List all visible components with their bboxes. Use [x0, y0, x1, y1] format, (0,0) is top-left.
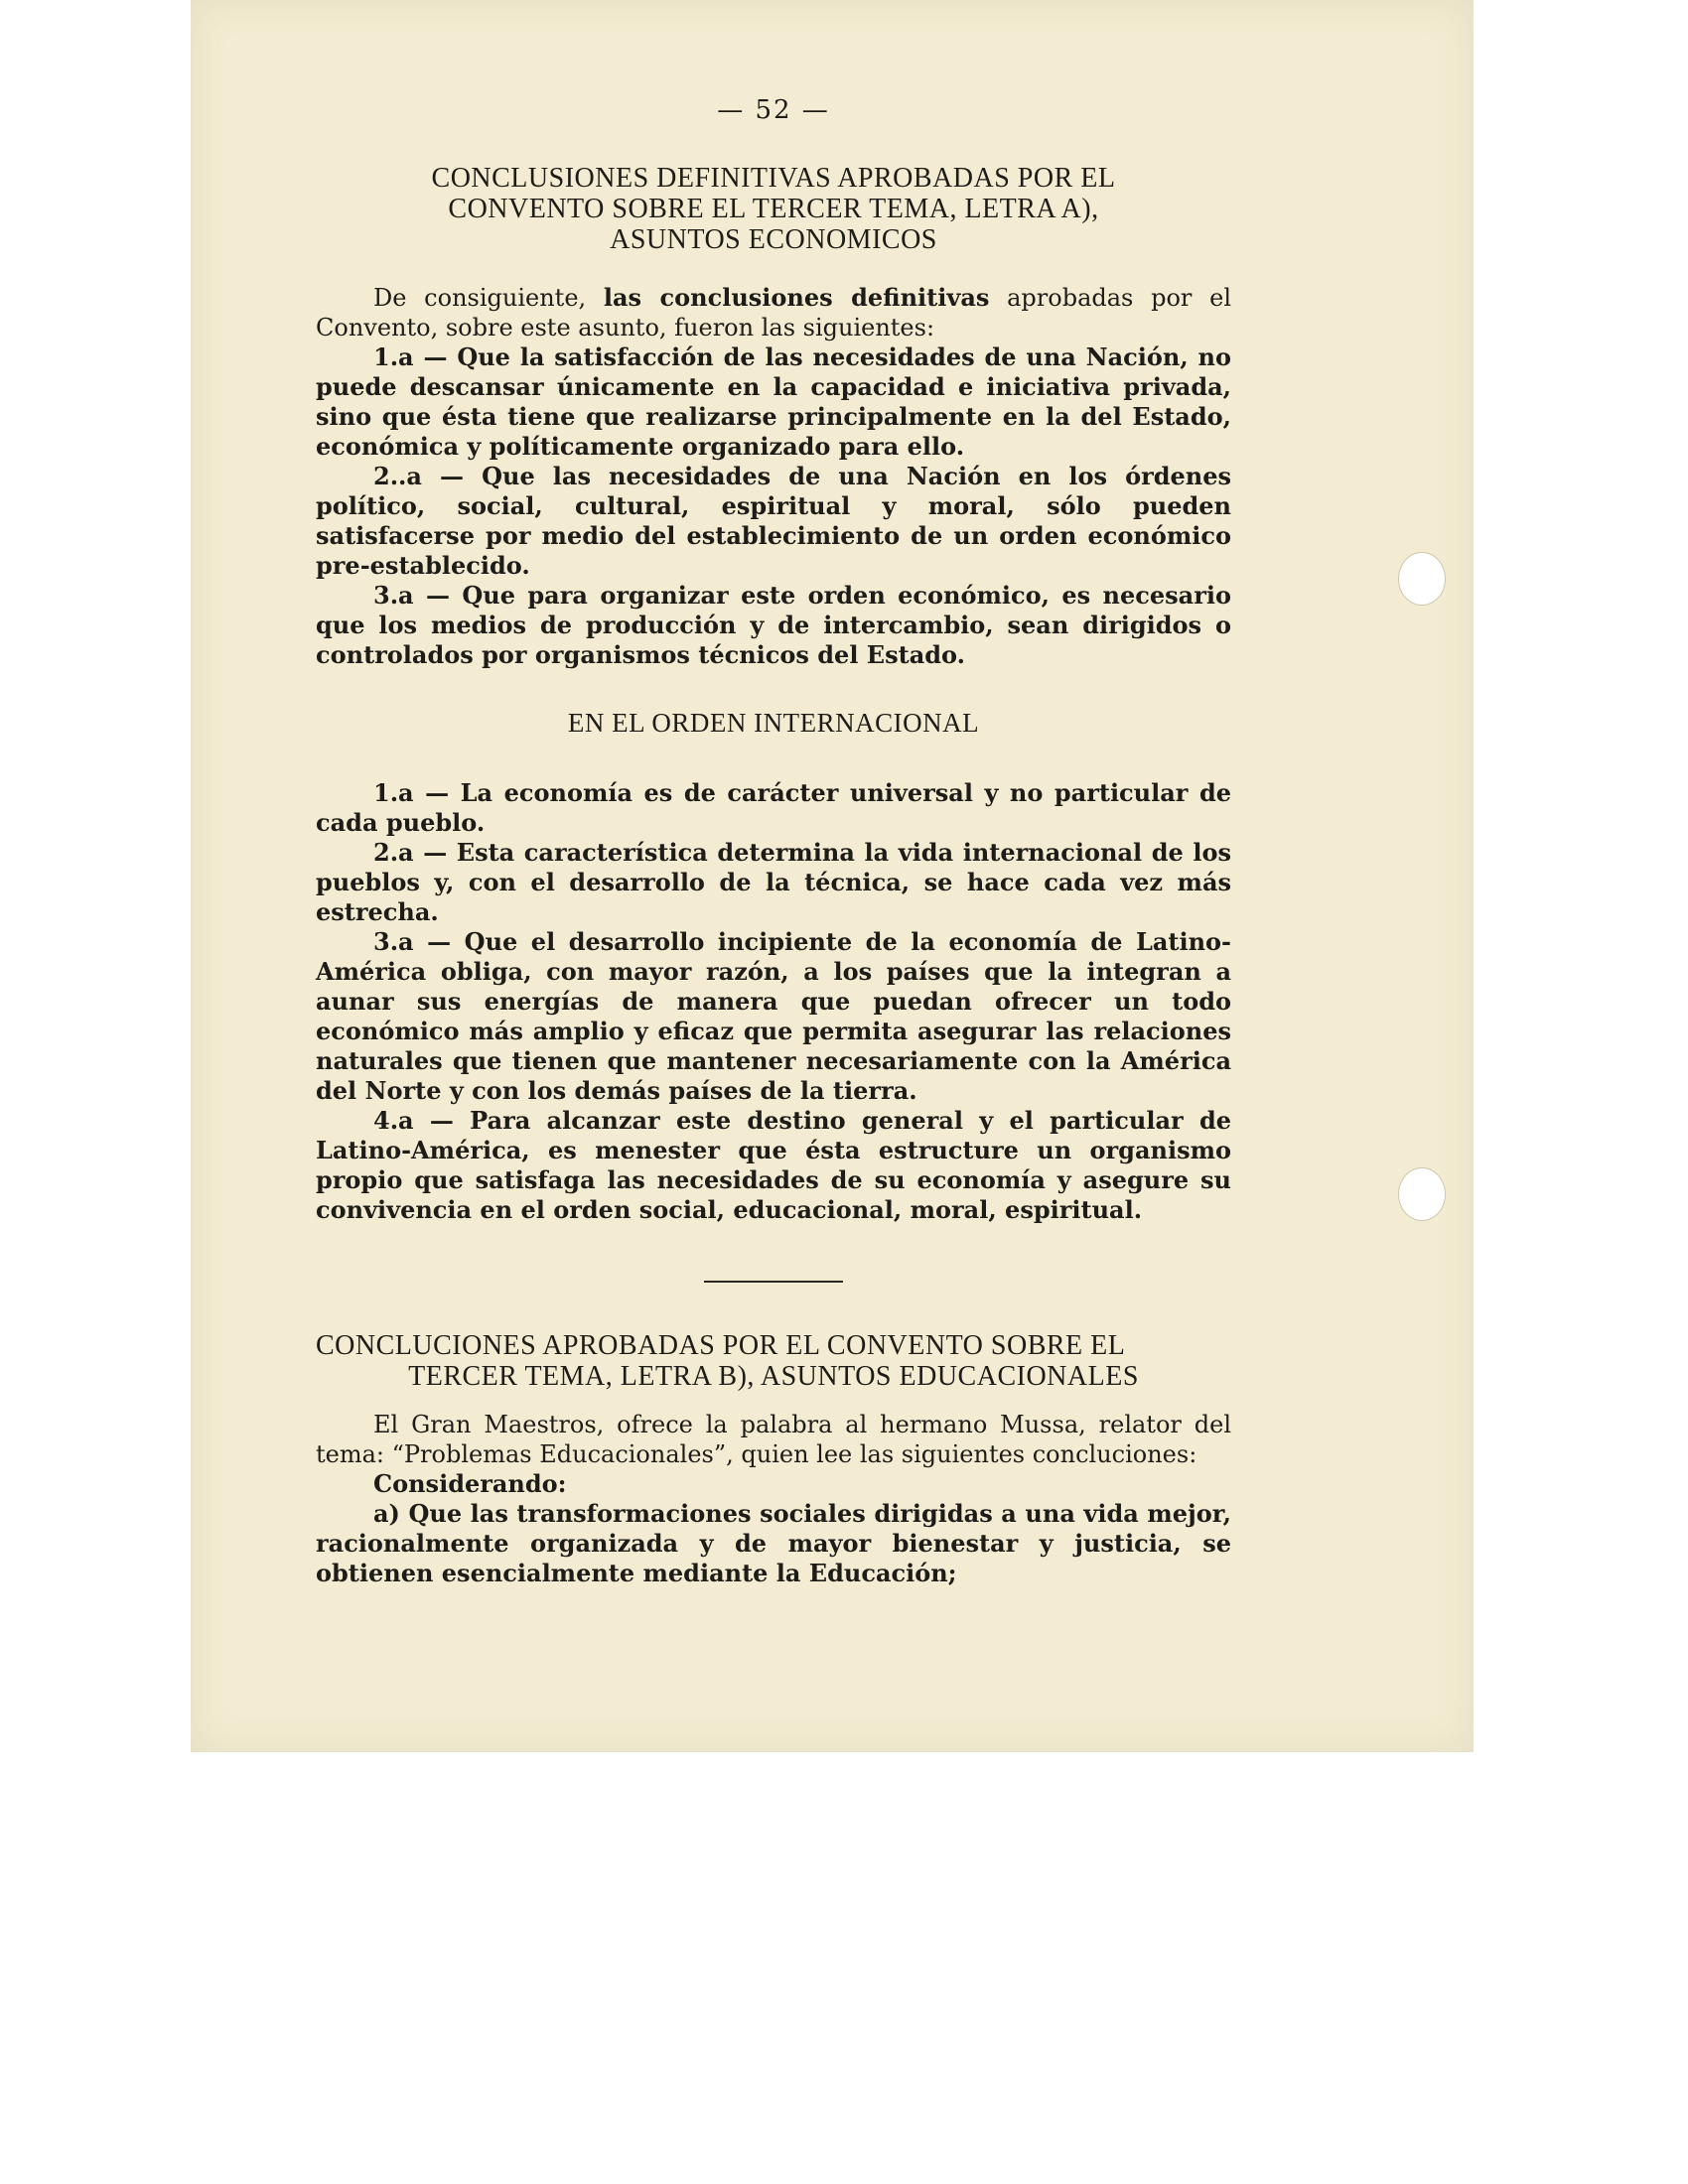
conclusion-item: [316, 581, 1231, 670]
item-number: 3.a: [373, 927, 414, 956]
page-content: [316, 95, 1231, 1588]
intro-rest: aprobadas por el Convento, sobre este asunto, fueron las siguientes:: [316, 284, 1231, 341]
item-text: — Que el desarrollo incipiente de la economía de Latino-América obliga, con mayor razón, a los países que la integran a aunar sus energías de manera que puedan ofrecer un todo económico más amplio y eficaz que permita asegurar las relaciones naturales que tienen que mantener necesariamente con la América del Norte y con los demás países de la tierra.: [316, 927, 1232, 1105]
conclusion-item: [316, 342, 1231, 462]
item-number: 2..a: [373, 462, 422, 490]
punch-hole: [1398, 552, 1446, 606]
section-divider: [704, 1281, 843, 1283]
item-number: 4.a: [373, 1106, 414, 1135]
item-number: 3.a: [373, 581, 414, 610]
intro-bold: las conclusiones definitivas: [603, 283, 990, 312]
item-text: — La economía es de carácter universal y no particular de cada pueblo.: [316, 778, 1232, 837]
punch-hole: [1398, 1167, 1446, 1221]
section3-heading: [316, 1330, 1231, 1392]
heading-line: ASUNTOS ECONOMICOS: [610, 224, 937, 255]
item-text: — Para alcanzar este destino general y el particular de Latino-América, es menester que ésta estructure un organismo propio que satisfaga las necesidades de su economía y asegure su convivencia en el orden social, educacional, moral, espiritual.: [316, 1106, 1231, 1224]
international-item: [316, 1106, 1231, 1225]
intro-plain: De consiguiente,: [373, 284, 604, 312]
item-text: — Que para organizar este orden económico, es necesario que los medios de producción y de intercambio, sean dirigidos o controlados por organismos técnicos del Estado.: [316, 581, 1231, 669]
section1-intro: [316, 283, 1231, 342]
item-text: — Que la satisfacción de las necesidades de una Nación, no puede descansar únicamente en la capacidad e iniciativa privada, sino que ésta tiene que realizarse principalmente en la del Estado, económica y políticamente organizado para ello.: [316, 342, 1231, 461]
item-text: — Esta característica determina la vida internacional de los pueblos y, con el desarrollo de la técnica, se hace cada vez más estrecha.: [316, 838, 1231, 926]
heading-line: TERCER TEMA, LETRA B), ASUNTOS EDUCACIONALES: [408, 1361, 1139, 1392]
international-item: [316, 838, 1231, 927]
section2-title: EN EL ORDEN INTERNACIONAL: [567, 708, 980, 738]
item-number: 1.a: [373, 778, 414, 807]
item-text: — Que las necesidades de una Nación en los órdenes político, social, cultural, espiritual y moral, sólo pueden satisfacerse por medio del establecimiento de un orden económico pre-establecido.: [316, 462, 1232, 580]
page-number: — 52 —: [717, 95, 830, 125]
item-number: 2.a: [373, 838, 414, 867]
considerando-label: Considerando:: [373, 1469, 567, 1498]
heading-line: CONCLUCIONES APROBADAS POR EL CONVENTO SOBRE EL: [316, 1330, 1126, 1361]
conclusion-item: [316, 462, 1231, 581]
heading-line: CONVENTO SOBRE EL TERCER TEMA, LETRA A),: [448, 194, 1099, 224]
international-item: [316, 778, 1231, 838]
section3-intro: El Gran Maestros, ofrece la palabra al hermano Mussa, relator del tema: “Problemas Educacionales”, quien lee las siguientes concluciones:: [316, 1411, 1231, 1468]
considerando-item: a) Que las transformaciones sociales dirigidas a una vida mejor, racionalmente organizada y de mayor bienestar y justicia, se obtienen esencialmente mediante la Educación;: [316, 1499, 1231, 1587]
heading-line: CONCLUSIONES DEFINITIVAS APROBADAS POR EL: [431, 163, 1116, 194]
international-item: [316, 927, 1231, 1106]
section1-heading: [316, 163, 1231, 255]
item-number: 1.a: [373, 342, 414, 371]
